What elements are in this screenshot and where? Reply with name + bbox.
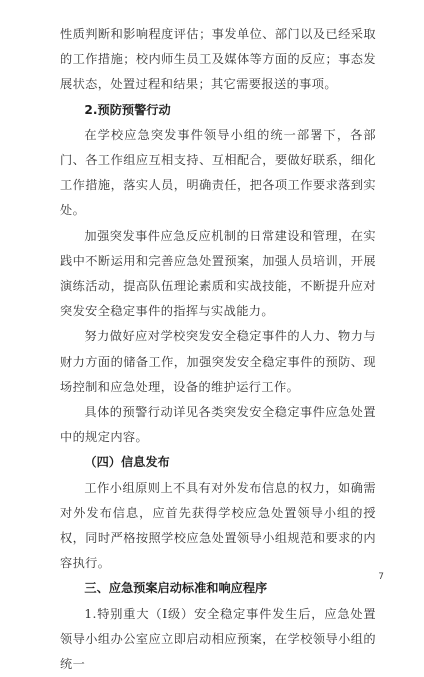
paragraph: 工作小组原则上不具有对外发布信息的权力，如确需对外发布信息，应首先获得学校应急处置领导小组的授权，同时严格按照学校应急处置领导小组规范和要求的内容执行。	[60, 480, 376, 571]
document-body	[60, 22, 376, 677]
paragraph: 在学校应急突发事件领导小组的统一部署下，各部门、各工作组应互相支持、互相配合，要做好联系，细化工作措施，落实人员，明确责任，把各项工作要求落到实处。	[60, 127, 376, 218]
section-heading: 三、应急预案启动标准和响应程序	[84, 581, 268, 596]
paragraph: 1.特别重大（Ⅰ级）安全稳定事件发生后，应急处置领导小组办公室应立即启动相应预案，在学校领导小组的统一	[60, 606, 376, 672]
section-heading: 2.预防预警行动	[84, 102, 171, 117]
section-heading: （四）信息发布	[84, 455, 170, 470]
paragraph: 加强突发事件应急反应机制的日常建设和管理，在实践中不断运用和完善应急处置预案，加强人员培训，开展演练活动，提高队伍理论素质和实战技能，不断提升应对突发安全稳定事件的指挥与实战能力。	[60, 228, 376, 319]
paragraph: 努力做好应对学校突发安全稳定事件的人力、物力与财力方面的储备工作，加强突发安全稳定事件的预防、现场控制和应急处理，设备的维护运行工作。	[60, 329, 376, 394]
paragraph: 具体的预警行动详见各类突发安全稳定事件应急处置中的规定内容。	[60, 405, 376, 445]
page-number: 7	[378, 572, 384, 582]
paragraph: 性质判断和影响程度评估；事发单位、部门以及已经采取的工作措施；校内师生员工及媒体等方面的反应；事态发展状态，处置过程和结果；其它需要报送的事项。	[60, 27, 376, 92]
